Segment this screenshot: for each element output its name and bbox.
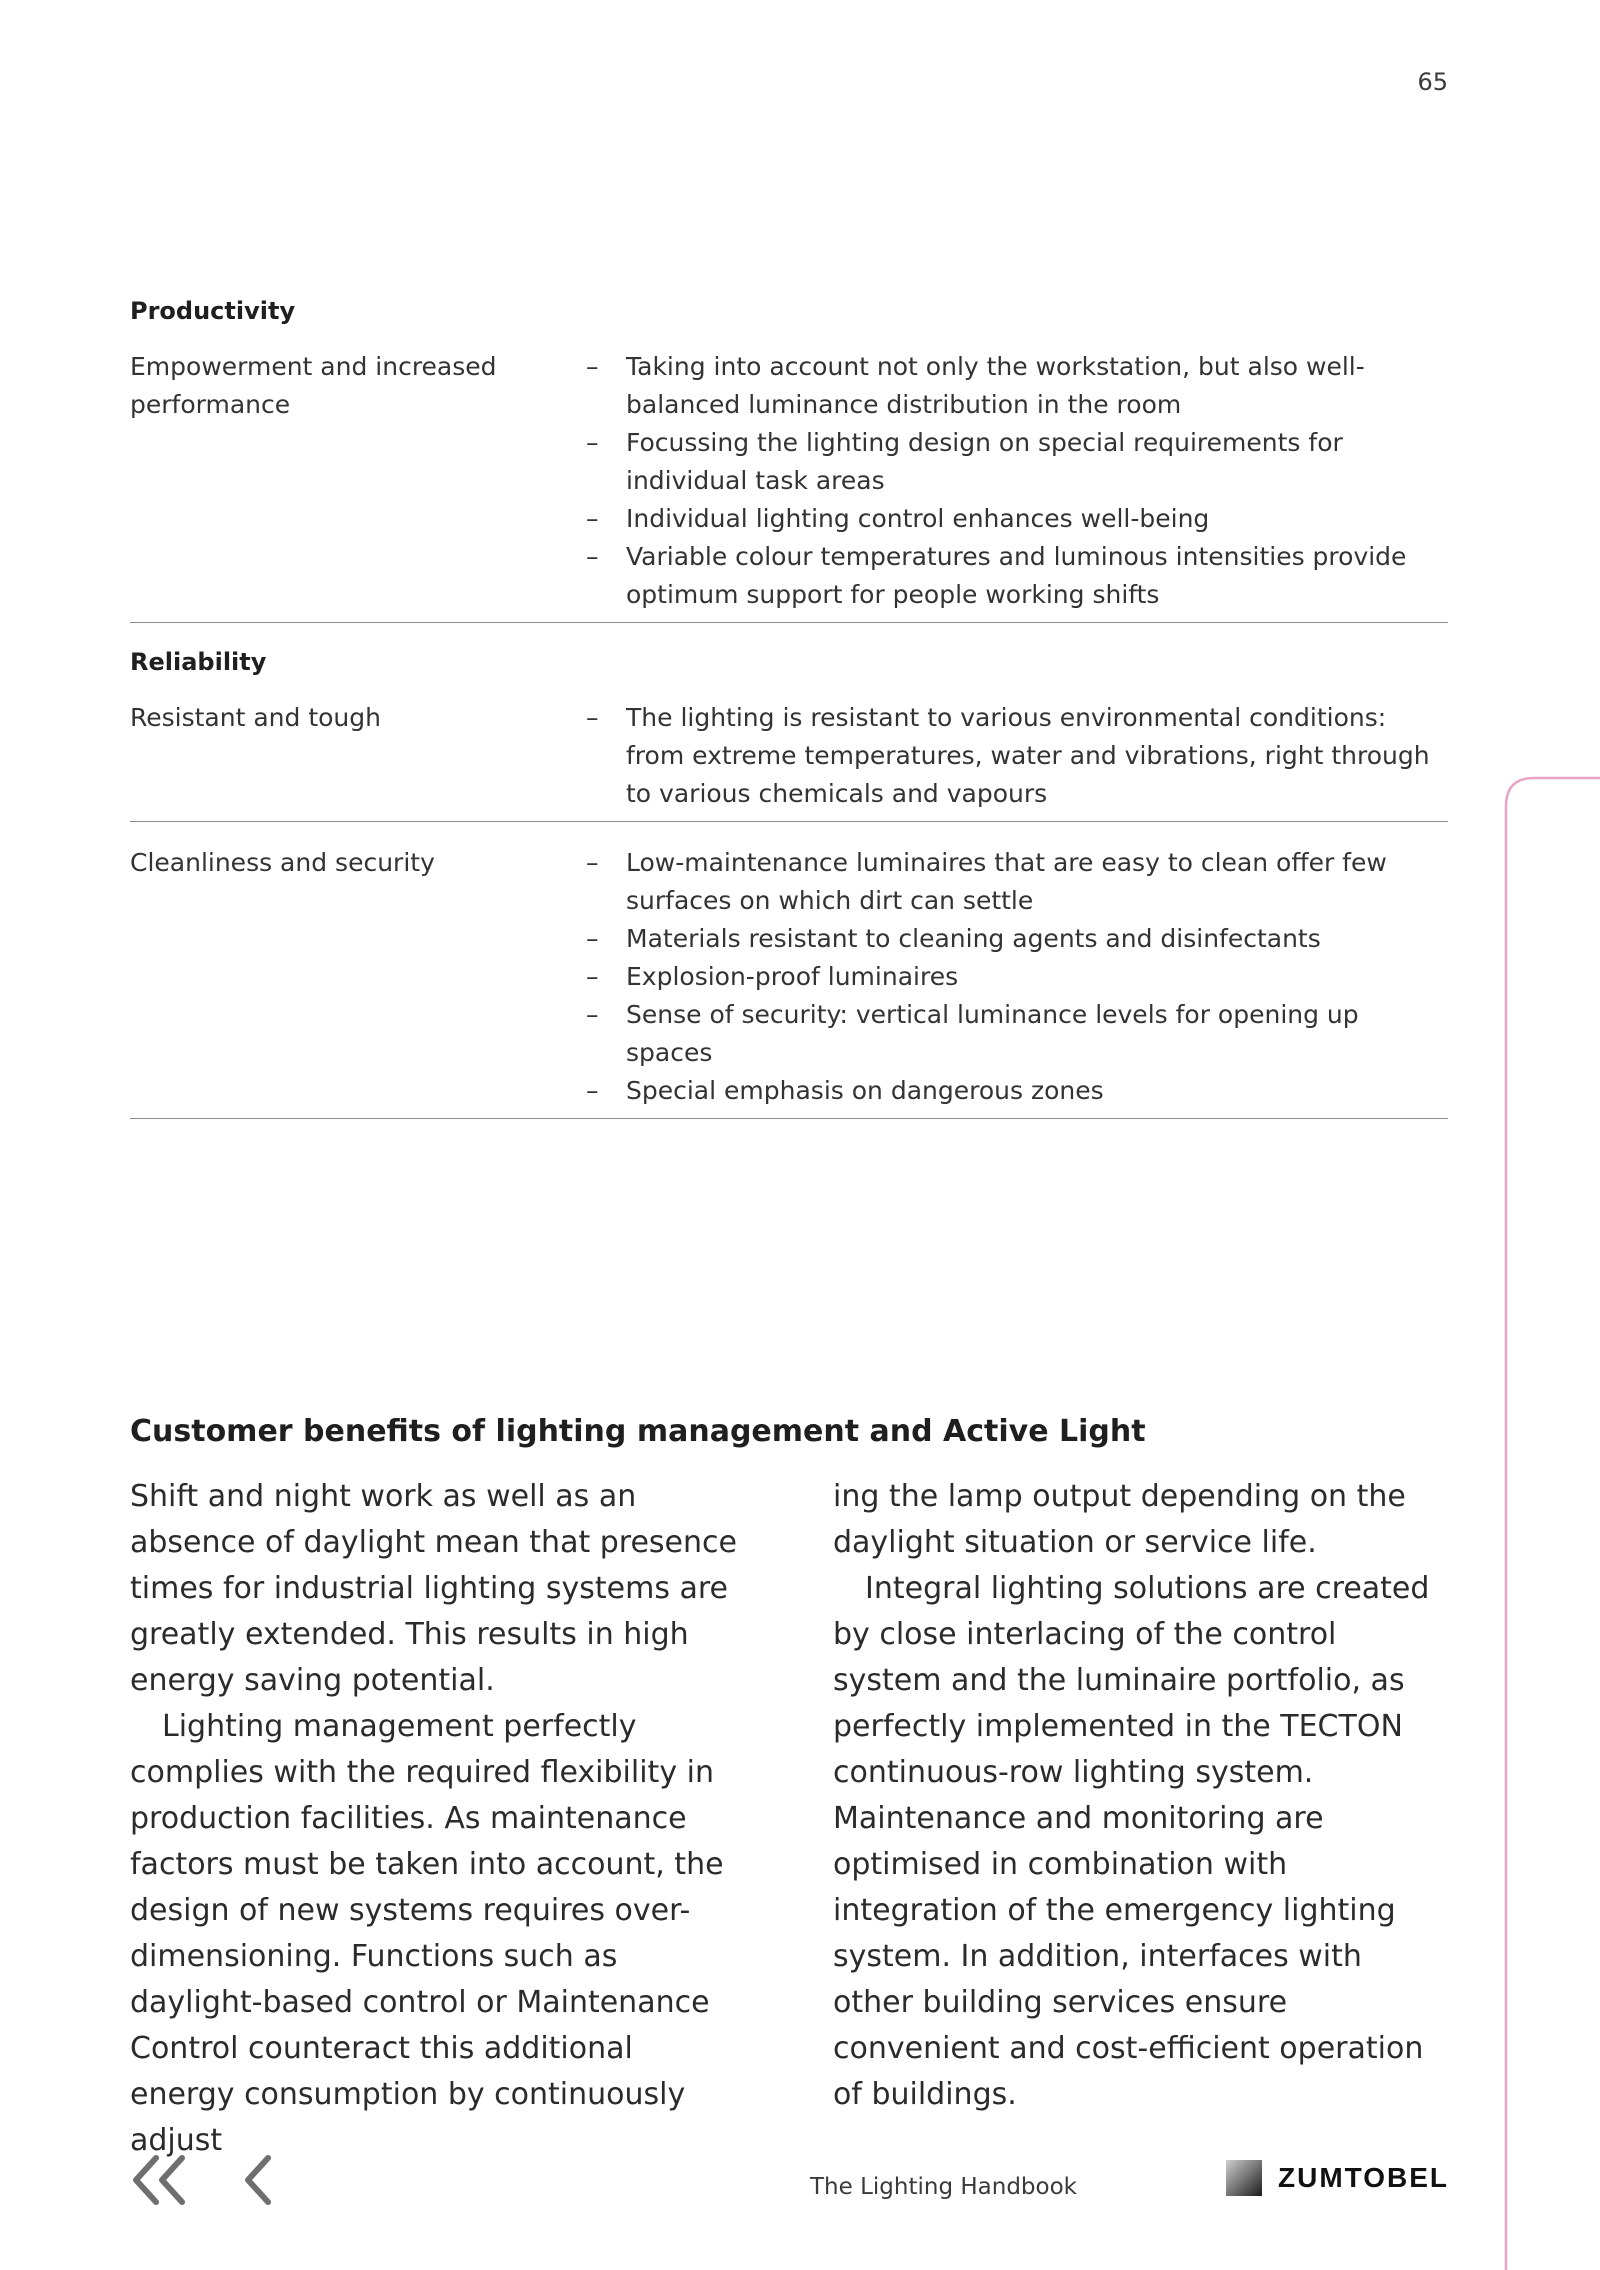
paragraph: Lighting management perfectly complies with the required flexibility in production facilities. As maintenance factors must be taken into account, the design of new systems requires over-dimensioning. Functions such as daylight-based control or Maintenance Control counteract this additional energy consumption by continuously adjust [130, 1709, 724, 2158]
table-row [130, 348, 1448, 623]
list-item: – Taking into account not only the workstation, but also well-balanced luminance distribution in the room [586, 348, 1448, 424]
double-chevron-left-icon [128, 2152, 188, 2208]
logo-text: ZUMTOBEL [1278, 2162, 1450, 2193]
section-heading: Reliability [130, 648, 267, 676]
list-item: – Variable colour temperatures and luminous intensities provide optimum support for people working shifts [586, 538, 1448, 614]
previous-page-button[interactable] [234, 2152, 294, 2208]
list-item: – Sense of security: vertical luminance levels for opening up spaces [586, 996, 1448, 1072]
section-title: Customer benefits of lighting management and Active Light [130, 1414, 1146, 1449]
row-label: Cleanliness and security [130, 848, 435, 877]
section-heading: Productivity [130, 297, 296, 325]
customer-benefits-section [130, 1412, 1448, 2164]
row-items [586, 348, 1448, 614]
first-page-button[interactable] [128, 2152, 188, 2208]
row-items [586, 844, 1448, 1110]
text-column-left [130, 1474, 745, 2164]
list-item: – Individual lighting control enhances well-being [586, 500, 1448, 538]
row-label: Empowerment and increased performance [130, 352, 497, 419]
zumtobel-logo [1226, 2160, 1449, 2196]
table-row [130, 844, 1448, 1119]
paragraph: Shift and night work as well as an absence of daylight mean that presence times for industrial lighting systems are greatly extended. This results in high energy saving potential. [130, 1479, 737, 1698]
section-reliability [130, 645, 1448, 1119]
row-items [586, 699, 1448, 813]
text-column-right [833, 1474, 1448, 2164]
chevron-left-icon [234, 2152, 294, 2208]
page-navigation [128, 2152, 294, 2208]
list-item: – Materials resistant to cleaning agents and disinfectants [586, 920, 1448, 958]
list-item: – Focussing the lighting design on special requirements for individual task areas [586, 424, 1448, 500]
page-number: 65 [1417, 68, 1448, 96]
section-productivity [130, 294, 1448, 623]
list-item: – Special emphasis on dangerous zones [586, 1072, 1448, 1110]
list-item: – Explosion-proof luminaires [586, 958, 1448, 996]
side-tab-marker [1500, 776, 1600, 2270]
text-columns [130, 1474, 1448, 2164]
list-item: – Low-maintenance luminaires that are easy to clean offer few surfaces on which dirt can settle [586, 844, 1448, 920]
row-label: Resistant and tough [130, 703, 381, 732]
handbook-title: The Lighting Handbook [810, 2174, 1077, 2200]
benefits-table [130, 294, 1448, 1141]
table-row [130, 699, 1448, 822]
list-item: – The lighting is resistant to various environmental conditions: from extreme temperatures, water and vibrations, right through to various chemicals and vapours [586, 699, 1448, 813]
paragraph: ing the lamp output depending on the daylight situation or service life. [833, 1479, 1406, 1560]
logo-mark-icon [1226, 2160, 1262, 2196]
paragraph: Integral lighting solutions are created by close interlacing of the control system and the luminaire portfolio, as perfectly implemented in the TECTON continuous-row lighting system. Maintenance and monitoring are optimised in combination with integration of the emergency lighting system. In addition, interfaces with other building services ensure convenient and cost-efficient operation of buildings. [833, 1571, 1430, 2112]
